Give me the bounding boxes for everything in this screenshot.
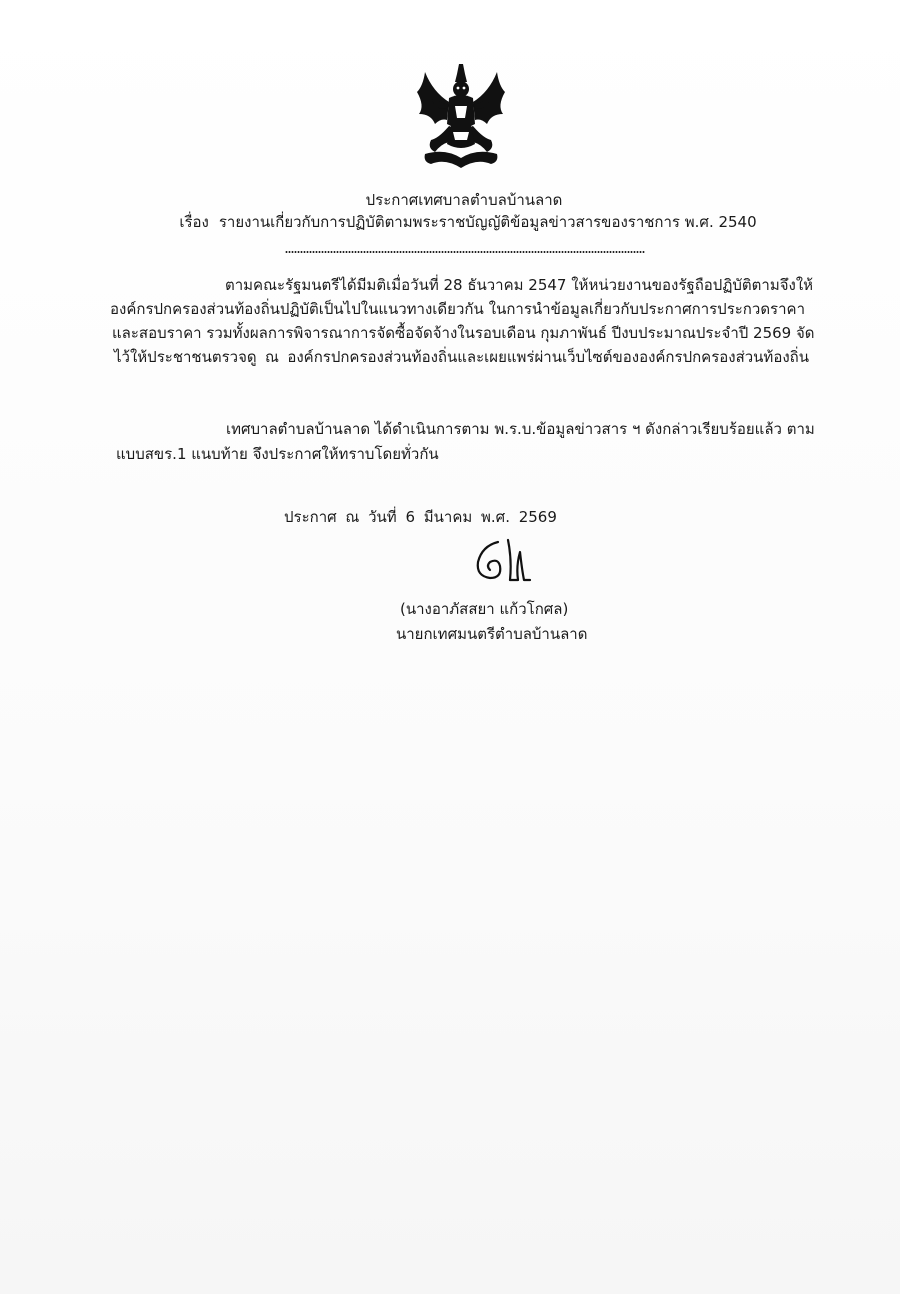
paragraph-1-line-2: องค์กรปกครองส่วนท้องถิ่นปฏิบัติเป็นไปในแนวทางเดียวกัน ในการนำข้อมูลเกี่ยวกับประกาศการประกวดราคา	[110, 300, 805, 318]
handwritten-signature	[468, 536, 538, 586]
announcement-title: ประกาศเทศบาลตำบลบ้านลาด	[365, 191, 563, 209]
paragraph-2-line-2: แบบสขร.1 แนบท้าย จึงประกาศให้ทราบโดยทั่วกัน	[116, 445, 439, 463]
garuda-emblem	[405, 62, 517, 174]
signer-position: นายกเทศมนตรีตำบลบ้านลาด	[396, 625, 588, 643]
paragraph-1-line-4: ไว้ให้ประชาชนตรวจดู ณ องค์กรปกครองส่วนท้องถิ่นและเผยแพร่ผ่านเว็บไซต์ขององค์กรปกครองส่วนท้องถิ่น	[114, 348, 809, 366]
signer-name: (นางอาภัสสยา แก้วโกศล)	[400, 600, 569, 618]
announcement-subject	[18, 210, 900, 234]
paragraph-2-line-1: เทศบาลตำบลบ้านลาด ได้ดำเนินการตาม พ.ร.บ.ข้อมูลข่าวสาร ฯ ดังกล่าวเรียบร้อยแล้ว ตาม	[226, 420, 815, 438]
subject-label: เรื่อง	[179, 213, 209, 231]
announcement-date: ประกาศ ณ วันที่ 6 มีนาคม พ.ศ. 2569	[284, 508, 557, 526]
paragraph-1-line-3: และสอบราคา รวมทั้งผลการพิจารณาการจัดซื้อจัดจ้างในรอบเดือน กุมภาพันธ์ ปีงบประมาณประจำปี 2569 จัด	[112, 324, 815, 342]
dotted-divider	[285, 250, 645, 254]
paragraph-1-line-1: ตามคณะรัฐมนตรีได้มีมติเมื่อวันที่ 28 ธันวาคม 2547 ให้หน่วยงานของรัฐถือปฏิบัติตามจึงให้	[225, 276, 814, 294]
subject-text: รายงานเกี่ยวกับการปฏิบัติตามพระราชบัญญัติข้อมูลข่าวสารของราชการ พ.ศ. 2540	[218, 213, 757, 231]
